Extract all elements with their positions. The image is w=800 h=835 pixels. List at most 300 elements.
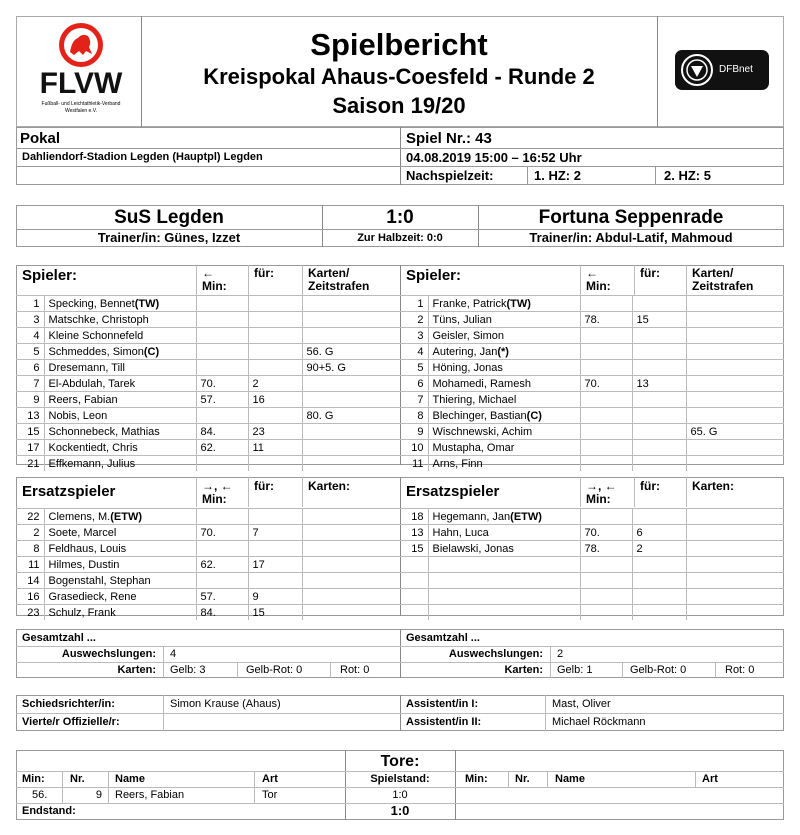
player-number: 6 bbox=[16, 360, 44, 376]
away-subs-min: Min: bbox=[586, 492, 611, 506]
player-cards bbox=[686, 509, 784, 525]
home-ausw-label: Auswechslungen: bbox=[61, 648, 156, 660]
player-number: 4 bbox=[16, 328, 44, 344]
player-name: Feldhaus, Louis bbox=[44, 541, 196, 557]
sub-for bbox=[248, 312, 302, 328]
sub-minute: 57. bbox=[196, 392, 248, 408]
col-line bbox=[634, 477, 635, 507]
player-cards bbox=[686, 589, 784, 605]
player-row bbox=[16, 573, 400, 589]
sub-minute: 78. bbox=[580, 312, 632, 328]
goals-title: Tore: bbox=[380, 753, 420, 770]
sub-for bbox=[248, 296, 302, 312]
player-number: 15 bbox=[16, 424, 44, 440]
first-half-extra: 1. HZ: 2 bbox=[534, 168, 581, 183]
player-name: Hegemann, Jan(ETW) bbox=[428, 509, 580, 525]
player-cards bbox=[686, 573, 784, 589]
player-number: 8 bbox=[16, 541, 44, 557]
competition: Pokal bbox=[20, 130, 61, 147]
player-cards bbox=[302, 525, 400, 541]
player-number bbox=[400, 557, 428, 573]
home-players-table bbox=[16, 295, 400, 471]
player-row bbox=[16, 509, 400, 525]
totals-col bbox=[622, 662, 623, 678]
player-row bbox=[16, 605, 400, 621]
player-name bbox=[428, 605, 580, 621]
sub-minute bbox=[196, 344, 248, 360]
sub-for bbox=[632, 573, 686, 589]
away-rot: Rot: 0 bbox=[725, 664, 755, 676]
col-line bbox=[248, 265, 249, 295]
player-name: Specking, Bennet(TW) bbox=[44, 296, 196, 312]
sub-minute bbox=[580, 589, 632, 605]
home-subs-fuer: für: bbox=[254, 479, 274, 493]
player-name: Mohamedi, Ramesh bbox=[428, 376, 580, 392]
player-cards bbox=[686, 408, 784, 424]
goals-col-nr: Nr. bbox=[70, 773, 85, 785]
home-trainer: Trainer/in: Günes, Izzet bbox=[97, 230, 241, 245]
col-line bbox=[580, 265, 581, 295]
away-ausw-label: Auswechslungen: bbox=[448, 648, 543, 660]
goals-col-min: Min: bbox=[22, 773, 45, 785]
player-number: 22 bbox=[16, 509, 44, 525]
player-name: Schmeddes, Simon(C) bbox=[44, 344, 196, 360]
player-number: 2 bbox=[400, 312, 428, 328]
player-number bbox=[400, 605, 428, 621]
player-number: 6 bbox=[400, 376, 428, 392]
col-line bbox=[302, 265, 303, 295]
player-name: Dresemann, Till bbox=[44, 360, 196, 376]
home-totals-label: Gesamtzahl ... bbox=[22, 632, 96, 644]
player-cards bbox=[302, 509, 400, 525]
player-number: 14 bbox=[16, 573, 44, 589]
away-min-label: Min: bbox=[586, 279, 611, 293]
goals-col-nr-away: Nr. bbox=[515, 773, 530, 785]
away-zeitstrafen-label: Zeitstrafen bbox=[692, 279, 754, 293]
sub-minute bbox=[580, 557, 632, 573]
player-row bbox=[400, 344, 784, 360]
player-row bbox=[400, 557, 784, 573]
referee-name: Simon Krause (Ahaus) bbox=[170, 698, 281, 710]
player-name bbox=[428, 557, 580, 573]
player-cards: 65. G bbox=[686, 424, 784, 440]
match-info-divider bbox=[400, 127, 401, 185]
player-number bbox=[400, 573, 428, 589]
goals-col-stand: Spielstand: bbox=[370, 773, 430, 785]
player-row bbox=[16, 589, 400, 605]
away-karten-sum-label: Karten: bbox=[504, 664, 543, 676]
player-number: 7 bbox=[400, 392, 428, 408]
totals-col bbox=[330, 662, 331, 678]
report-subtitle: Kreispokal Ahaus-Coesfeld - Runde 2 bbox=[203, 64, 595, 89]
player-name: El-Abdulah, Tarek bbox=[44, 376, 196, 392]
sub-minute: 62. bbox=[196, 440, 248, 456]
sub-for: 15 bbox=[248, 605, 302, 621]
player-cards bbox=[686, 312, 784, 328]
sub-for: 13 bbox=[632, 376, 686, 392]
player-number: 18 bbox=[400, 509, 428, 525]
nsz-divider bbox=[527, 166, 528, 185]
goals-col bbox=[508, 771, 509, 787]
goals-col bbox=[695, 771, 696, 787]
player-cards bbox=[302, 456, 400, 472]
col-line bbox=[302, 477, 303, 507]
col-line bbox=[196, 477, 197, 507]
player-row bbox=[400, 312, 784, 328]
player-name bbox=[428, 573, 580, 589]
sub-minute bbox=[580, 573, 632, 589]
sub-for bbox=[248, 328, 302, 344]
sub-minute bbox=[196, 456, 248, 472]
player-row bbox=[16, 392, 400, 408]
player-cards bbox=[302, 312, 400, 328]
player-cards: 90+5. G bbox=[302, 360, 400, 376]
sub-for bbox=[632, 557, 686, 573]
player-name: Kleine Schonnefeld bbox=[44, 328, 196, 344]
player-number bbox=[400, 589, 428, 605]
away-gelbrot: Gelb-Rot: 0 bbox=[630, 664, 687, 676]
report-title: Spielbericht bbox=[310, 27, 488, 62]
org-full-1: Fußball- und Leichtathletik-Verband bbox=[41, 101, 121, 107]
nachspielzeit-label: Nachspielzeit: bbox=[406, 168, 494, 183]
player-row bbox=[400, 525, 784, 541]
officials-col bbox=[163, 695, 164, 731]
col-line bbox=[686, 477, 687, 507]
player-number: 13 bbox=[16, 408, 44, 424]
player-row bbox=[400, 605, 784, 621]
sub-minute bbox=[196, 312, 248, 328]
player-name bbox=[428, 589, 580, 605]
player-name: Arns, Finn bbox=[428, 456, 580, 472]
col-line bbox=[580, 477, 581, 507]
col-line bbox=[634, 265, 635, 295]
player-cards bbox=[686, 344, 784, 360]
player-name: Schonnebeck, Mathias bbox=[44, 424, 196, 440]
goals-col-name-away: Name bbox=[555, 773, 585, 785]
player-cards bbox=[686, 392, 784, 408]
player-row bbox=[400, 328, 784, 344]
player-cards bbox=[686, 456, 784, 472]
sub-minute bbox=[580, 392, 632, 408]
player-cards bbox=[302, 605, 400, 621]
away-subs-table bbox=[400, 508, 784, 620]
halftime-score: Zur Halbzeit: 0:0 bbox=[357, 232, 443, 244]
player-cards bbox=[302, 589, 400, 605]
player-role-tag: (*) bbox=[497, 345, 509, 358]
away-players-table bbox=[400, 295, 784, 471]
sub-for bbox=[632, 605, 686, 621]
sub-minute bbox=[196, 328, 248, 344]
player-number: 2 bbox=[16, 525, 44, 541]
player-number: 17 bbox=[16, 440, 44, 456]
player-cards: 80. G bbox=[302, 408, 400, 424]
home-subs-table bbox=[16, 508, 400, 620]
goal-minute: 56. bbox=[32, 789, 48, 801]
sub-minute bbox=[580, 605, 632, 621]
match-info-line bbox=[16, 166, 784, 167]
second-half-extra: 2. HZ: 5 bbox=[664, 168, 711, 183]
home-subs-arrow: →, ← bbox=[202, 479, 233, 493]
player-cards bbox=[686, 440, 784, 456]
sub-for bbox=[632, 408, 686, 424]
home-subs-header: Ersatzspieler bbox=[22, 483, 116, 500]
player-name: Schulz, Frank bbox=[44, 605, 196, 621]
sub-for bbox=[632, 344, 686, 360]
home-gelb: Gelb: 3 bbox=[170, 664, 206, 676]
sub-for: 16 bbox=[248, 392, 302, 408]
player-row bbox=[400, 392, 784, 408]
sub-minute bbox=[580, 509, 632, 525]
player-role-tag: (TW) bbox=[134, 297, 160, 310]
away-subs-karten: Karten: bbox=[692, 479, 735, 493]
match-info-line bbox=[16, 148, 784, 149]
sub-minute: 57. bbox=[196, 589, 248, 605]
player-row bbox=[16, 328, 400, 344]
dfbnet-label: DFBnet bbox=[719, 64, 753, 75]
endstand-score: 1:0 bbox=[390, 803, 410, 818]
sub-for: 7 bbox=[248, 525, 302, 541]
player-cards bbox=[302, 440, 400, 456]
player-number: 1 bbox=[16, 296, 44, 312]
totals-col bbox=[550, 646, 551, 678]
player-cards bbox=[686, 557, 784, 573]
player-row bbox=[400, 440, 784, 456]
sub-for bbox=[632, 296, 686, 312]
player-row bbox=[16, 557, 400, 573]
sub-minute bbox=[580, 424, 632, 440]
sub-minute bbox=[196, 541, 248, 557]
referee-label: Schiedsrichter/in: bbox=[22, 698, 115, 710]
away-fuer-label: für: bbox=[640, 266, 660, 280]
player-row bbox=[16, 525, 400, 541]
sub-for: 11 bbox=[248, 440, 302, 456]
away-team: Fortuna Seppenrade bbox=[538, 207, 724, 228]
player-row bbox=[400, 408, 784, 424]
player-row bbox=[16, 424, 400, 440]
player-row bbox=[16, 440, 400, 456]
goals-col bbox=[254, 771, 255, 803]
sub-for bbox=[632, 440, 686, 456]
home-players-header: Spieler: bbox=[22, 267, 78, 284]
player-role-tag: (ETW) bbox=[510, 510, 542, 523]
player-number: 8 bbox=[400, 408, 428, 424]
player-number: 16 bbox=[16, 589, 44, 605]
player-name: Hilmes, Dustin bbox=[44, 557, 196, 573]
player-cards bbox=[686, 525, 784, 541]
sub-for: 2 bbox=[248, 376, 302, 392]
player-row bbox=[400, 456, 784, 472]
player-name: Geisler, Simon bbox=[428, 328, 580, 344]
sub-minute: 84. bbox=[196, 605, 248, 621]
assistant2-label: Assistent/in II: bbox=[406, 716, 482, 728]
player-number: 3 bbox=[16, 312, 44, 328]
sub-for: 2 bbox=[632, 541, 686, 557]
player-name: Tüns, Julian bbox=[428, 312, 580, 328]
player-number: 21 bbox=[16, 456, 44, 472]
sub-minute: 70. bbox=[196, 376, 248, 392]
home-min-label: Min: bbox=[202, 279, 227, 293]
player-row bbox=[400, 541, 784, 557]
sub-minute bbox=[196, 296, 248, 312]
assistant2-name: Michael Röckmann bbox=[552, 716, 646, 728]
player-row bbox=[16, 312, 400, 328]
sub-for: 23 bbox=[248, 424, 302, 440]
player-role-tag: (C) bbox=[143, 345, 160, 358]
away-subs-arrow: →, ← bbox=[586, 479, 617, 493]
header-divider-right bbox=[657, 16, 658, 127]
player-number: 11 bbox=[16, 557, 44, 573]
dfbnet-logo bbox=[675, 50, 769, 90]
player-cards bbox=[686, 360, 784, 376]
spiel-nr: Spiel Nr.: 43 bbox=[406, 130, 492, 147]
home-team: SuS Legden bbox=[114, 207, 224, 228]
sub-for bbox=[632, 456, 686, 472]
player-number: 1 bbox=[400, 296, 428, 312]
sub-minute bbox=[580, 360, 632, 376]
player-name: Höning, Jonas bbox=[428, 360, 580, 376]
player-cards bbox=[686, 328, 784, 344]
assistant1-label: Assistent/in I: bbox=[406, 698, 479, 710]
player-cards: 56. G bbox=[302, 344, 400, 360]
away-players-header: Spieler: bbox=[406, 267, 462, 284]
player-cards bbox=[686, 376, 784, 392]
player-number: 9 bbox=[400, 424, 428, 440]
player-number: 13 bbox=[400, 525, 428, 541]
sub-for: 15 bbox=[632, 312, 686, 328]
sub-for bbox=[248, 360, 302, 376]
player-name: Blechinger, Bastian(C) bbox=[428, 408, 580, 424]
player-number: 10 bbox=[400, 440, 428, 456]
away-min-arrow: ← bbox=[586, 266, 598, 280]
player-name: Effkemann, Julius bbox=[44, 456, 196, 472]
player-name: Clemens, M.(ETW) bbox=[44, 509, 196, 525]
totals-col bbox=[163, 646, 164, 678]
player-cards bbox=[302, 573, 400, 589]
sub-minute: 62. bbox=[196, 557, 248, 573]
player-row bbox=[400, 424, 784, 440]
player-name: Kockentiedt, Chris bbox=[44, 440, 196, 456]
sub-minute bbox=[580, 296, 632, 312]
player-row bbox=[16, 541, 400, 557]
player-cards bbox=[686, 296, 784, 312]
home-fuer-label: für: bbox=[254, 266, 274, 280]
sub-minute bbox=[196, 573, 248, 589]
player-name: Grasedieck, Rene bbox=[44, 589, 196, 605]
player-cards bbox=[302, 296, 400, 312]
goals-col-art-away: Art bbox=[702, 773, 718, 785]
player-row bbox=[400, 376, 784, 392]
goals-col bbox=[547, 771, 548, 787]
player-role-tag: (C) bbox=[526, 409, 542, 422]
player-row bbox=[400, 573, 784, 589]
home-subs-min: Min: bbox=[202, 492, 227, 506]
goals-col-name: Name bbox=[115, 773, 145, 785]
sub-minute bbox=[196, 509, 248, 525]
col-line bbox=[248, 477, 249, 507]
col-line bbox=[196, 265, 197, 295]
player-row bbox=[400, 360, 784, 376]
player-number: 4 bbox=[400, 344, 428, 360]
sub-minute: 70. bbox=[196, 525, 248, 541]
sub-minute: 70. bbox=[580, 525, 632, 541]
match-datetime: 04.08.2019 15:00 – 16:52 Uhr bbox=[406, 150, 582, 165]
goal-scorer: Reers, Fabian bbox=[115, 789, 185, 801]
player-cards bbox=[302, 557, 400, 573]
final-score: 1:0 bbox=[386, 207, 414, 228]
dfb-crest-icon bbox=[679, 52, 715, 88]
player-name: Matschke, Christoph bbox=[44, 312, 196, 328]
goals-divider bbox=[455, 750, 456, 820]
player-name: Bogenstahl, Stephan bbox=[44, 573, 196, 589]
report-season: Saison 19/20 bbox=[332, 93, 466, 118]
player-cards bbox=[302, 424, 400, 440]
player-number: 23 bbox=[16, 605, 44, 621]
home-subs-karten: Karten: bbox=[308, 479, 351, 493]
home-gelbrot: Gelb-Rot: 0 bbox=[246, 664, 303, 676]
player-cards bbox=[686, 605, 784, 621]
player-row bbox=[16, 408, 400, 424]
goal-score: 1:0 bbox=[392, 789, 408, 801]
sub-for: 17 bbox=[248, 557, 302, 573]
sub-minute bbox=[196, 408, 248, 424]
sub-minute: 78. bbox=[580, 541, 632, 557]
sub-minute bbox=[580, 408, 632, 424]
away-subs-header: Ersatzspieler bbox=[406, 483, 500, 500]
goals-col-min-away: Min: bbox=[465, 773, 488, 785]
home-min-arrow: ← bbox=[202, 266, 214, 280]
sub-for bbox=[632, 392, 686, 408]
sub-for bbox=[632, 424, 686, 440]
home-zeitstrafen-label: Zeitstrafen bbox=[308, 279, 370, 293]
player-role-tag: (TW) bbox=[506, 297, 531, 310]
player-role-tag: (ETW) bbox=[110, 510, 143, 523]
sub-minute bbox=[580, 456, 632, 472]
player-row bbox=[16, 344, 400, 360]
away-gelb: Gelb: 1 bbox=[557, 664, 593, 676]
sub-for bbox=[248, 573, 302, 589]
home-karten-label: Karten/ bbox=[308, 266, 350, 280]
endstand-label: Endstand: bbox=[22, 805, 76, 817]
sub-minute: 84. bbox=[196, 424, 248, 440]
away-ausw-count: 2 bbox=[557, 648, 564, 660]
away-totals-label: Gesamtzahl ... bbox=[406, 632, 480, 644]
sub-for bbox=[248, 344, 302, 360]
home-karten-sum-label: Karten: bbox=[117, 664, 156, 676]
org-name: FLVW bbox=[39, 67, 123, 100]
sub-for bbox=[632, 589, 686, 605]
player-number: 11 bbox=[400, 456, 428, 472]
sub-minute bbox=[580, 440, 632, 456]
home-ausw-count: 4 bbox=[170, 648, 177, 660]
player-cards bbox=[302, 376, 400, 392]
player-name: Franke, Patrick(TW) bbox=[428, 296, 580, 312]
away-subs-fuer: für: bbox=[640, 479, 660, 493]
assistant1-name: Mast, Oliver bbox=[552, 698, 611, 710]
goal-nr: 9 bbox=[95, 789, 102, 801]
player-number: 5 bbox=[16, 344, 44, 360]
player-name: Hahn, Luca bbox=[428, 525, 580, 541]
player-name: Thiering, Michael bbox=[428, 392, 580, 408]
player-number: 7 bbox=[16, 376, 44, 392]
player-number: 3 bbox=[400, 328, 428, 344]
col-line bbox=[686, 265, 687, 295]
player-row bbox=[400, 296, 784, 312]
player-name: Mustapha, Omar bbox=[428, 440, 580, 456]
away-karten-label: Karten/ bbox=[692, 266, 734, 280]
goals-col-art: Art bbox=[262, 773, 278, 785]
sub-for bbox=[632, 360, 686, 376]
org-full-2: Westfalen e.V. bbox=[65, 108, 97, 114]
